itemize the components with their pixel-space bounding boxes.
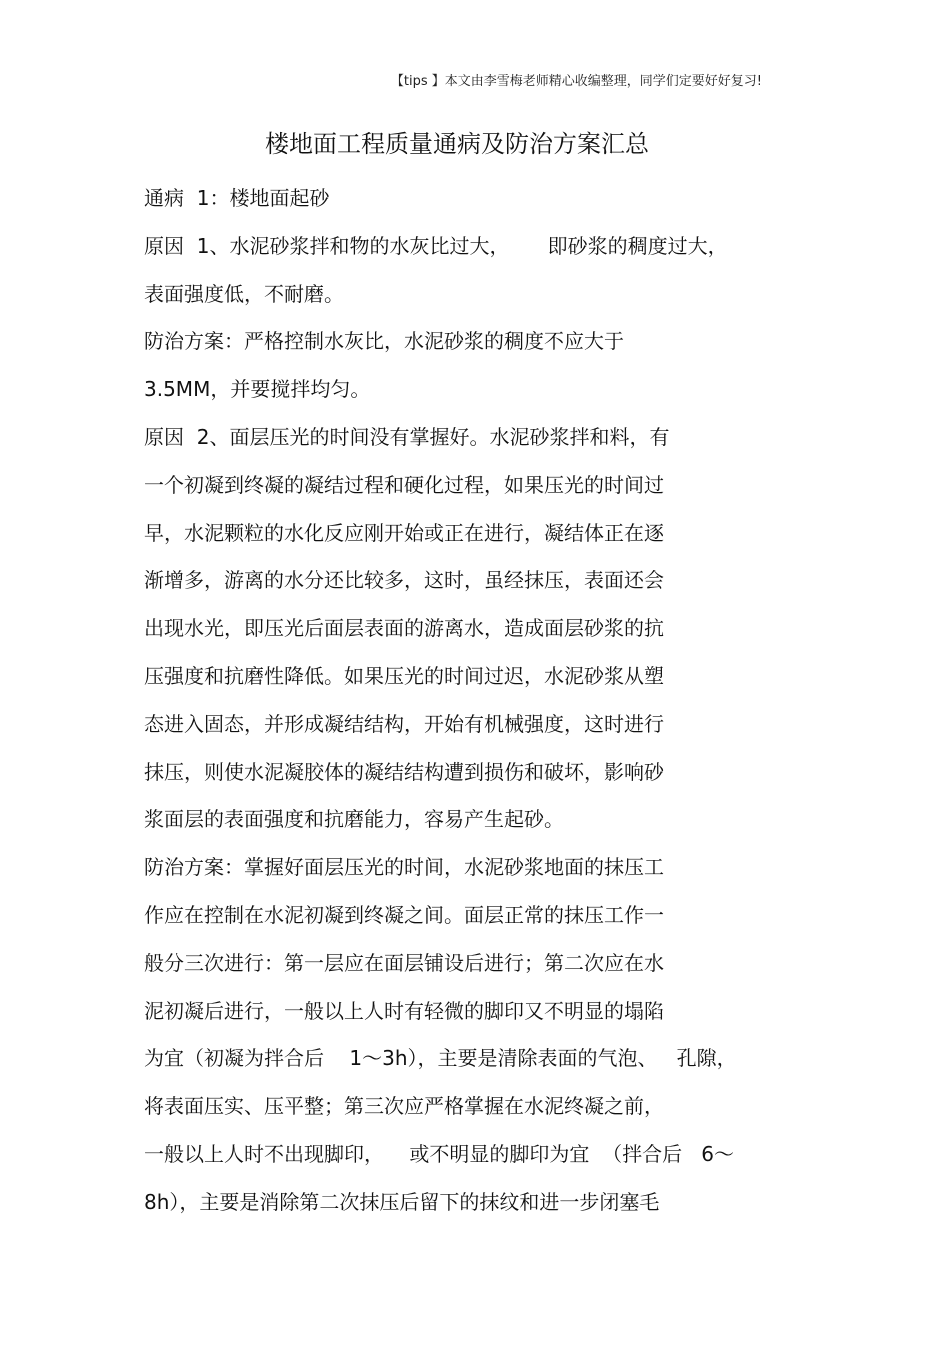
body-line: 抹压，则使水泥凝胶体的凝结结构遭到损伤和破坏，影响砂 <box>144 759 664 784</box>
header-note: 【tips 】本文由李雪梅老师精心收编整理，同学们定要好好复习! <box>390 74 762 89</box>
body-line: 为宜（初凝为拌合后 1～3h），主要是清除表面的气泡、 孔隙， <box>144 1046 737 1071</box>
body-line: 防治方案：掌握好面层压光的时间，水泥砂浆地面的抹压工 <box>144 855 664 880</box>
body-line: 早，水泥颗粒的水化反应刚开始或正在进行，凝结体正在逐 <box>144 520 664 545</box>
body-line: 泥初凝后进行，一般以上人时有轻微的脚印又不明显的塌陷 <box>144 998 664 1023</box>
body-line: 原因 1、水泥砂浆拌和物的水灰比过大， 即砂浆的稠度过大， <box>144 233 728 258</box>
body-line: 一般以上人时不出现脚印， 或不明显的脚印为宜 （拌合后 6～ <box>144 1141 734 1166</box>
body-line: 8h），主要是消除第二次抹压后留下的抹纹和进一步闭塞毛 <box>144 1189 660 1214</box>
body-line: 防治方案：严格控制水灰比，水泥砂浆的稠度不应大于 <box>144 329 624 354</box>
document-title: 楼地面工程质量通病及防治方案汇总 <box>265 130 649 158</box>
body-line: 压强度和抗磨性降低。如果压光的时间过迟，水泥砂浆从塑 <box>144 663 664 688</box>
body-line: 表面强度低，不耐磨。 <box>144 281 344 306</box>
body-line: 出现水光，即压光后面层表面的游离水，造成面层砂浆的抗 <box>144 616 664 641</box>
body-line: 原因 2、面层压光的时间没有掌握好。水泥砂浆拌和料，有 <box>144 424 670 449</box>
body-line: 作应在控制在水泥初凝到终凝之间。面层正常的抹压工作一 <box>144 902 664 927</box>
body-line: 一个初凝到终凝的凝结过程和硬化过程，如果压光的时间过 <box>144 472 664 497</box>
body-line: 3.5MM，并要搅拌均匀。 <box>144 377 371 402</box>
body-line: 般分三次进行：第一层应在面层铺设后进行；第二次应在水 <box>144 950 664 975</box>
body-line: 渐增多，游离的水分还比较多，这时，虽经抹压，表面还会 <box>144 568 664 593</box>
body-line: 将表面压实、压平整；第三次应严格掌握在水泥终凝之前， <box>144 1094 664 1119</box>
document-body <box>144 175 824 1227</box>
body-line: 通病 1：楼地面起砂 <box>144 186 330 210</box>
body-line: 浆面层的表面强度和抗磨能力，容易产生起砂。 <box>144 807 564 832</box>
body-line: 态进入固态，并形成凝结结构，开始有机械强度，这时进行 <box>144 711 664 736</box>
